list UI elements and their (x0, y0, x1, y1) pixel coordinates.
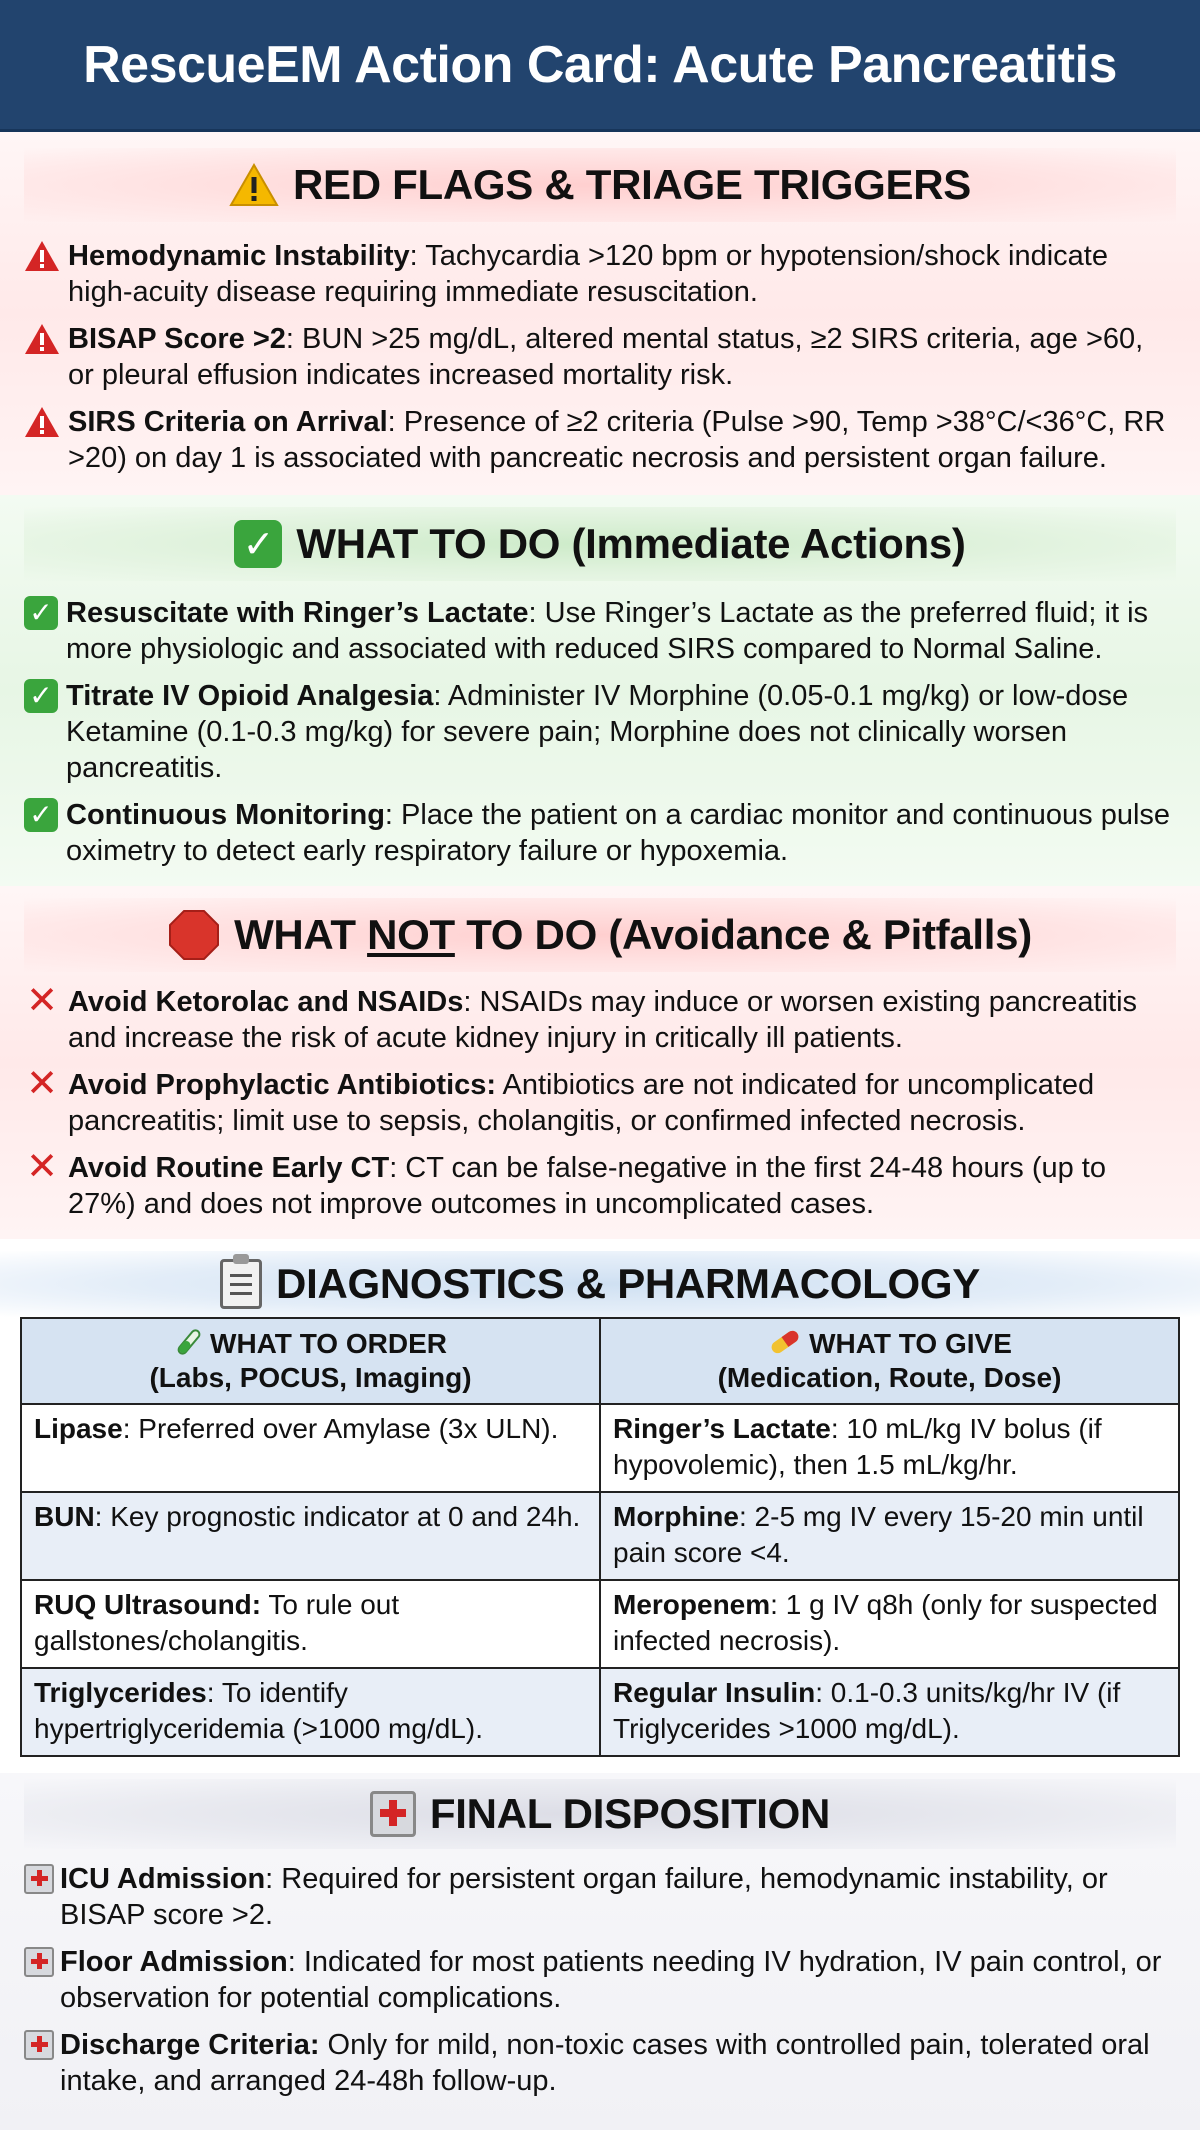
pitfall-item (24, 1146, 1176, 1222)
order-cell (21, 1580, 600, 1668)
what-to-do-section (0, 495, 1200, 886)
cell-term: Morphine (613, 1501, 739, 1532)
give-cell (600, 1404, 1179, 1492)
disposition-item (24, 1861, 1176, 1933)
order-header-line1: WHAT TO ORDER (210, 1328, 447, 1359)
item-text: : Tachycardia >120 bpm or hypotension/shock indicate high-acuity disease requiring immediate resuscitation. (68, 240, 1108, 308)
item-term: Avoid Ketorolac and NSAIDs (68, 986, 464, 1018)
disposition-title: FINAL DISPOSITION (429, 1790, 831, 1837)
what-not-to-do-title (234, 911, 1032, 959)
pill-icon (767, 1327, 803, 1357)
red-flags-heading (24, 148, 1176, 222)
item-term: Floor Admission (60, 1946, 288, 1978)
red-flags-section (0, 132, 1200, 495)
warning-triangle-icon (24, 323, 60, 355)
item-term: Resuscitate with Ringer’s Lactate (66, 597, 529, 629)
action-item (24, 797, 1176, 869)
cell-term: BUN (34, 1501, 95, 1532)
what-to-do-heading (24, 507, 1176, 581)
item-term: Discharge Criteria: (60, 2029, 320, 2061)
pitfall-item (24, 980, 1176, 1056)
disposition-item (24, 2027, 1176, 2099)
hospital-icon (24, 2030, 54, 2060)
item-term: SIRS Criteria on Arrival (68, 406, 388, 438)
give-cell (600, 1492, 1179, 1580)
item-term: Titrate IV Opioid Analgesia (66, 680, 434, 712)
cell-text: : 10 mL/kg IV bolus (if hypovolemic), then 1.5 mL/kg/hr. (613, 1413, 1102, 1480)
cell-text: : 1 g IV q8h (only for suspected infected necrosis). (613, 1589, 1158, 1656)
item-text: : Administer IV Morphine (0.05-0.1 mg/kg) or low-dose Ketamine (0.1-0.3 mg/kg) for severe pain; Morphine does not clinically worsen pancreatitis. (66, 680, 1129, 784)
red-flags-title: RED FLAGS & TRIAGE TRIGGERS (293, 161, 971, 208)
diagnostics-table (20, 1317, 1180, 1757)
what-not-to-do-heading (24, 898, 1176, 972)
item-text: : BUN >25 mg/dL, altered mental status, ≥2 SIRS criteria, age >60, or pleural effusion indicates increased mortality risk. (68, 323, 1144, 391)
cell-term: Meropenem (613, 1589, 771, 1620)
red-flag-item (24, 404, 1176, 476)
disposition-section (0, 1773, 1200, 2130)
what-to-do-title: WHAT TO DO (Immediate Actions) (296, 520, 966, 567)
give-header-line2: (Medication, Route, Dose) (717, 1362, 1062, 1393)
action-item (24, 595, 1176, 667)
item-term: BISAP Score >2 (68, 323, 286, 355)
title-not: NOT (367, 911, 455, 958)
cell-term: Ringer’s Lactate (613, 1413, 831, 1444)
order-header-line2: (Labs, POCUS, Imaging) (149, 1362, 472, 1393)
table-header-row (21, 1318, 1179, 1404)
warning-icon (229, 163, 279, 207)
title-part: WHAT (234, 911, 368, 958)
test-tube-icon (174, 1327, 204, 1357)
check-mark-icon: ✓ (24, 679, 58, 713)
disposition-heading (24, 1779, 1176, 1849)
item-text: : Indicated for most patients needing IV hydration, IV pain control, or observation for potential complications. (60, 1946, 1162, 2014)
item-term: Avoid Routine Early CT (68, 1152, 390, 1184)
pitfall-item (24, 1063, 1176, 1139)
item-text: : Place the patient on a cardiac monitor and continuous pulse oximetry to detect early respiratory failure or hypoxemia. (66, 799, 1171, 867)
cell-text: To rule out gallstones/cholangitis. (34, 1589, 400, 1656)
cell-term: Regular Insulin (613, 1677, 816, 1708)
cross-mark-icon: ✕ (26, 980, 58, 1022)
cross-mark-icon: ✕ (26, 1146, 58, 1188)
action-item (24, 678, 1176, 786)
cross-mark-icon: ✕ (26, 1063, 58, 1105)
cell-term: Lipase (34, 1413, 123, 1444)
order-cell (21, 1404, 600, 1492)
disposition-item (24, 1944, 1176, 2016)
red-flag-item (24, 238, 1176, 310)
item-text: : CT can be false-negative in the first 24-48 hours (up to 27%) and does not improve outcomes in uncomplicated cases. (68, 1152, 1106, 1220)
title-part: TO DO (Avoidance & Pitfalls) (454, 911, 1032, 958)
item-text: Antibiotics are not indicated for uncomplicated pancreatitis; limit use to sepsis, cholangitis, or confirmed infected necrosis. (68, 1069, 1095, 1137)
diagnostics-title: DIAGNOSTICS & PHARMACOLOGY (276, 1260, 980, 1307)
what-not-to-do-section (0, 886, 1200, 1239)
cell-text: : Preferred over Amylase (3x ULN). (122, 1413, 559, 1444)
item-text: Only for mild, non-toxic cases with controlled pain, tolerated oral intake, and arranged 24-48h follow-up. (60, 2029, 1150, 2097)
check-mark-icon: ✓ (234, 520, 282, 568)
check-mark-icon: ✓ (24, 596, 58, 630)
table-row (21, 1668, 1179, 1756)
cell-term: RUQ Ultrasound: (34, 1589, 262, 1620)
cell-term: Triglycerides (34, 1677, 207, 1708)
diagnostics-section (0, 1239, 1200, 1773)
item-term: Hemodynamic Instability (68, 240, 410, 272)
check-mark-icon: ✓ (24, 798, 58, 832)
order-column-header (21, 1318, 600, 1404)
give-column-header (600, 1318, 1179, 1404)
cell-text: : 2-5 mg IV every 15-20 min until pain score <4. (613, 1501, 1144, 1568)
page-header (0, 0, 1200, 132)
give-cell (600, 1668, 1179, 1756)
warning-triangle-icon (24, 240, 60, 272)
item-text: : NSAIDs may induce or worsen existing pancreatitis and increase the risk of acute kidney injury in critically ill patients. (68, 986, 1138, 1054)
hospital-icon (24, 1864, 54, 1894)
table-row (21, 1404, 1179, 1492)
cell-text: : Key prognostic indicator at 0 and 24h. (94, 1501, 581, 1532)
page-title: RescueEM Action Card: Acute Pancreatitis (83, 35, 1117, 94)
item-term: Continuous Monitoring (66, 799, 385, 831)
order-cell (21, 1668, 600, 1756)
item-text: : Required for persistent organ failure, hemodynamic instability, or BISAP score >2. (60, 1863, 1108, 1931)
item-term: ICU Admission (60, 1863, 266, 1895)
cell-text: : 0.1-0.3 units/kg/hr IV (if Triglycerides >1000 mg/dL). (613, 1677, 1121, 1744)
stop-sign-icon (168, 909, 220, 961)
clipboard-icon (220, 1259, 262, 1309)
item-term: Avoid Prophylactic Antibiotics: (68, 1069, 497, 1101)
table-row (21, 1580, 1179, 1668)
red-flag-item (24, 321, 1176, 393)
item-text: : Use Ringer’s Lactate as the preferred fluid; it is more physiologic and associated with reduced SIRS compared to Normal Saline. (66, 597, 1149, 665)
give-cell (600, 1580, 1179, 1668)
cell-text: : To identify hypertriglyceridemia (>1000 mg/dL). (34, 1677, 483, 1744)
give-header-line1: WHAT TO GIVE (809, 1328, 1012, 1359)
hospital-icon (370, 1791, 416, 1837)
warning-triangle-icon (24, 406, 60, 438)
order-cell (21, 1492, 600, 1580)
table-row (21, 1492, 1179, 1580)
item-text: : Presence of ≥2 criteria (Pulse >90, Temp >38°C/<36°C, RR >20) on day 1 is associated with pancreatic necrosis and persistent organ failure. (68, 406, 1166, 474)
hospital-icon (24, 1947, 54, 1977)
diagnostics-heading (0, 1251, 1200, 1317)
